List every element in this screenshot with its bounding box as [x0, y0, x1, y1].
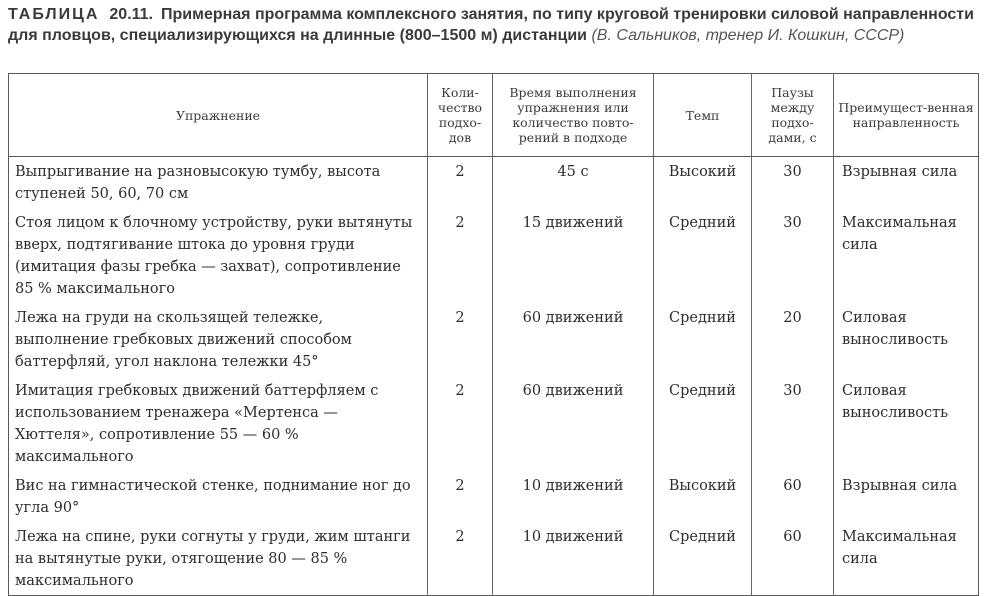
cell-tempo: Высокий	[654, 157, 752, 209]
cell-sets: 2	[428, 303, 493, 376]
table-row	[9, 471, 979, 522]
caption-number: 20.11.	[109, 6, 153, 23]
table-row	[9, 303, 979, 376]
table-row	[9, 208, 979, 303]
cell-sets: 2	[428, 471, 493, 522]
cell-time: 60 движений	[493, 303, 654, 376]
cell-sets: 2	[428, 208, 493, 303]
cell-exercise: Лежа на спине, руки согнуты у груди, жим штанги на вытянутые руки, отягощение 80 — 85 % максимального	[15, 529, 411, 589]
caption-label: ТАБЛИЦА	[8, 6, 100, 23]
header-pause: Паузы между подхо-дами, с	[752, 74, 834, 157]
cell-pause: 30	[752, 157, 834, 209]
cell-time: 45 с	[493, 157, 654, 209]
cell-pause: 30	[752, 208, 834, 303]
cell-direction: Максимальная сила	[834, 208, 979, 303]
table-row	[9, 522, 979, 596]
cell-exercise: Стоя лицом к блочному устройству, руки вытянуты вверх, подтягивание штока до уровня груди (имитация фазы гребка — захват), сопротивление 85 % максимального	[15, 215, 413, 297]
cell-time: 10 движений	[493, 522, 654, 596]
cell-tempo: Средний	[654, 376, 752, 471]
caption-title: Примерная программа комплексного занятия, по типу круговой тренировки силовой направленности для пловцов, специализирующихся на длинные (800–1500 м) дистанции	[8, 6, 974, 44]
header-tempo: Темп	[654, 74, 752, 157]
header-row	[9, 74, 979, 157]
header-exercise: Упражнение	[9, 74, 428, 157]
table-caption	[8, 4, 976, 46]
cell-exercise: Выпрыгивание на разновысокую тумбу, высота ступеней 50, 60, 70 см	[15, 164, 381, 202]
cell-sets: 2	[428, 376, 493, 471]
cell-direction: Максимальная сила	[834, 522, 979, 596]
cell-time: 15 движений	[493, 208, 654, 303]
cell-pause: 60	[752, 522, 834, 596]
cell-direction: Взрывная сила	[834, 157, 979, 209]
cell-time: 60 движений	[493, 376, 654, 471]
cell-tempo: Средний	[654, 208, 752, 303]
cell-direction: Силовая выносливость	[834, 376, 979, 471]
cell-direction: Взрывная сила	[834, 471, 979, 522]
caption-source: (В. Сальников, тренер И. Кошкин, СССР)	[591, 27, 905, 44]
cell-pause: 60	[752, 471, 834, 522]
header-direction: Преимущест-венная направленность	[834, 74, 979, 157]
cell-sets: 2	[428, 522, 493, 596]
cell-sets: 2	[428, 157, 493, 209]
cell-time: 10 движений	[493, 471, 654, 522]
cell-exercise: Лежа на груди на скользящей тележке, выполнение гребковых движений способом баттерфляй, угол наклона тележки 45°	[15, 310, 352, 370]
header-time: Время выполнения упражнения или количество повто-рений в подходе	[493, 74, 654, 157]
cell-pause: 20	[752, 303, 834, 376]
cell-exercise: Вис на гимнастической стенке, поднимание ног до угла 90°	[15, 478, 411, 516]
cell-pause: 30	[752, 376, 834, 471]
header-sets: Коли-чество подхо-дов	[428, 74, 493, 157]
cell-tempo: Высокий	[654, 471, 752, 522]
table-row	[9, 376, 979, 471]
cell-direction: Силовая выносливость	[834, 303, 979, 376]
cell-tempo: Средний	[654, 303, 752, 376]
cell-tempo: Средний	[654, 522, 752, 596]
exercise-table	[8, 73, 979, 596]
cell-exercise: Имитация гребковых движений баттерфляем с использованием тренажера «Мертенса — Хюттеля», сопротивление 55 — 60 % максимального	[15, 383, 379, 465]
table-row	[9, 157, 979, 209]
